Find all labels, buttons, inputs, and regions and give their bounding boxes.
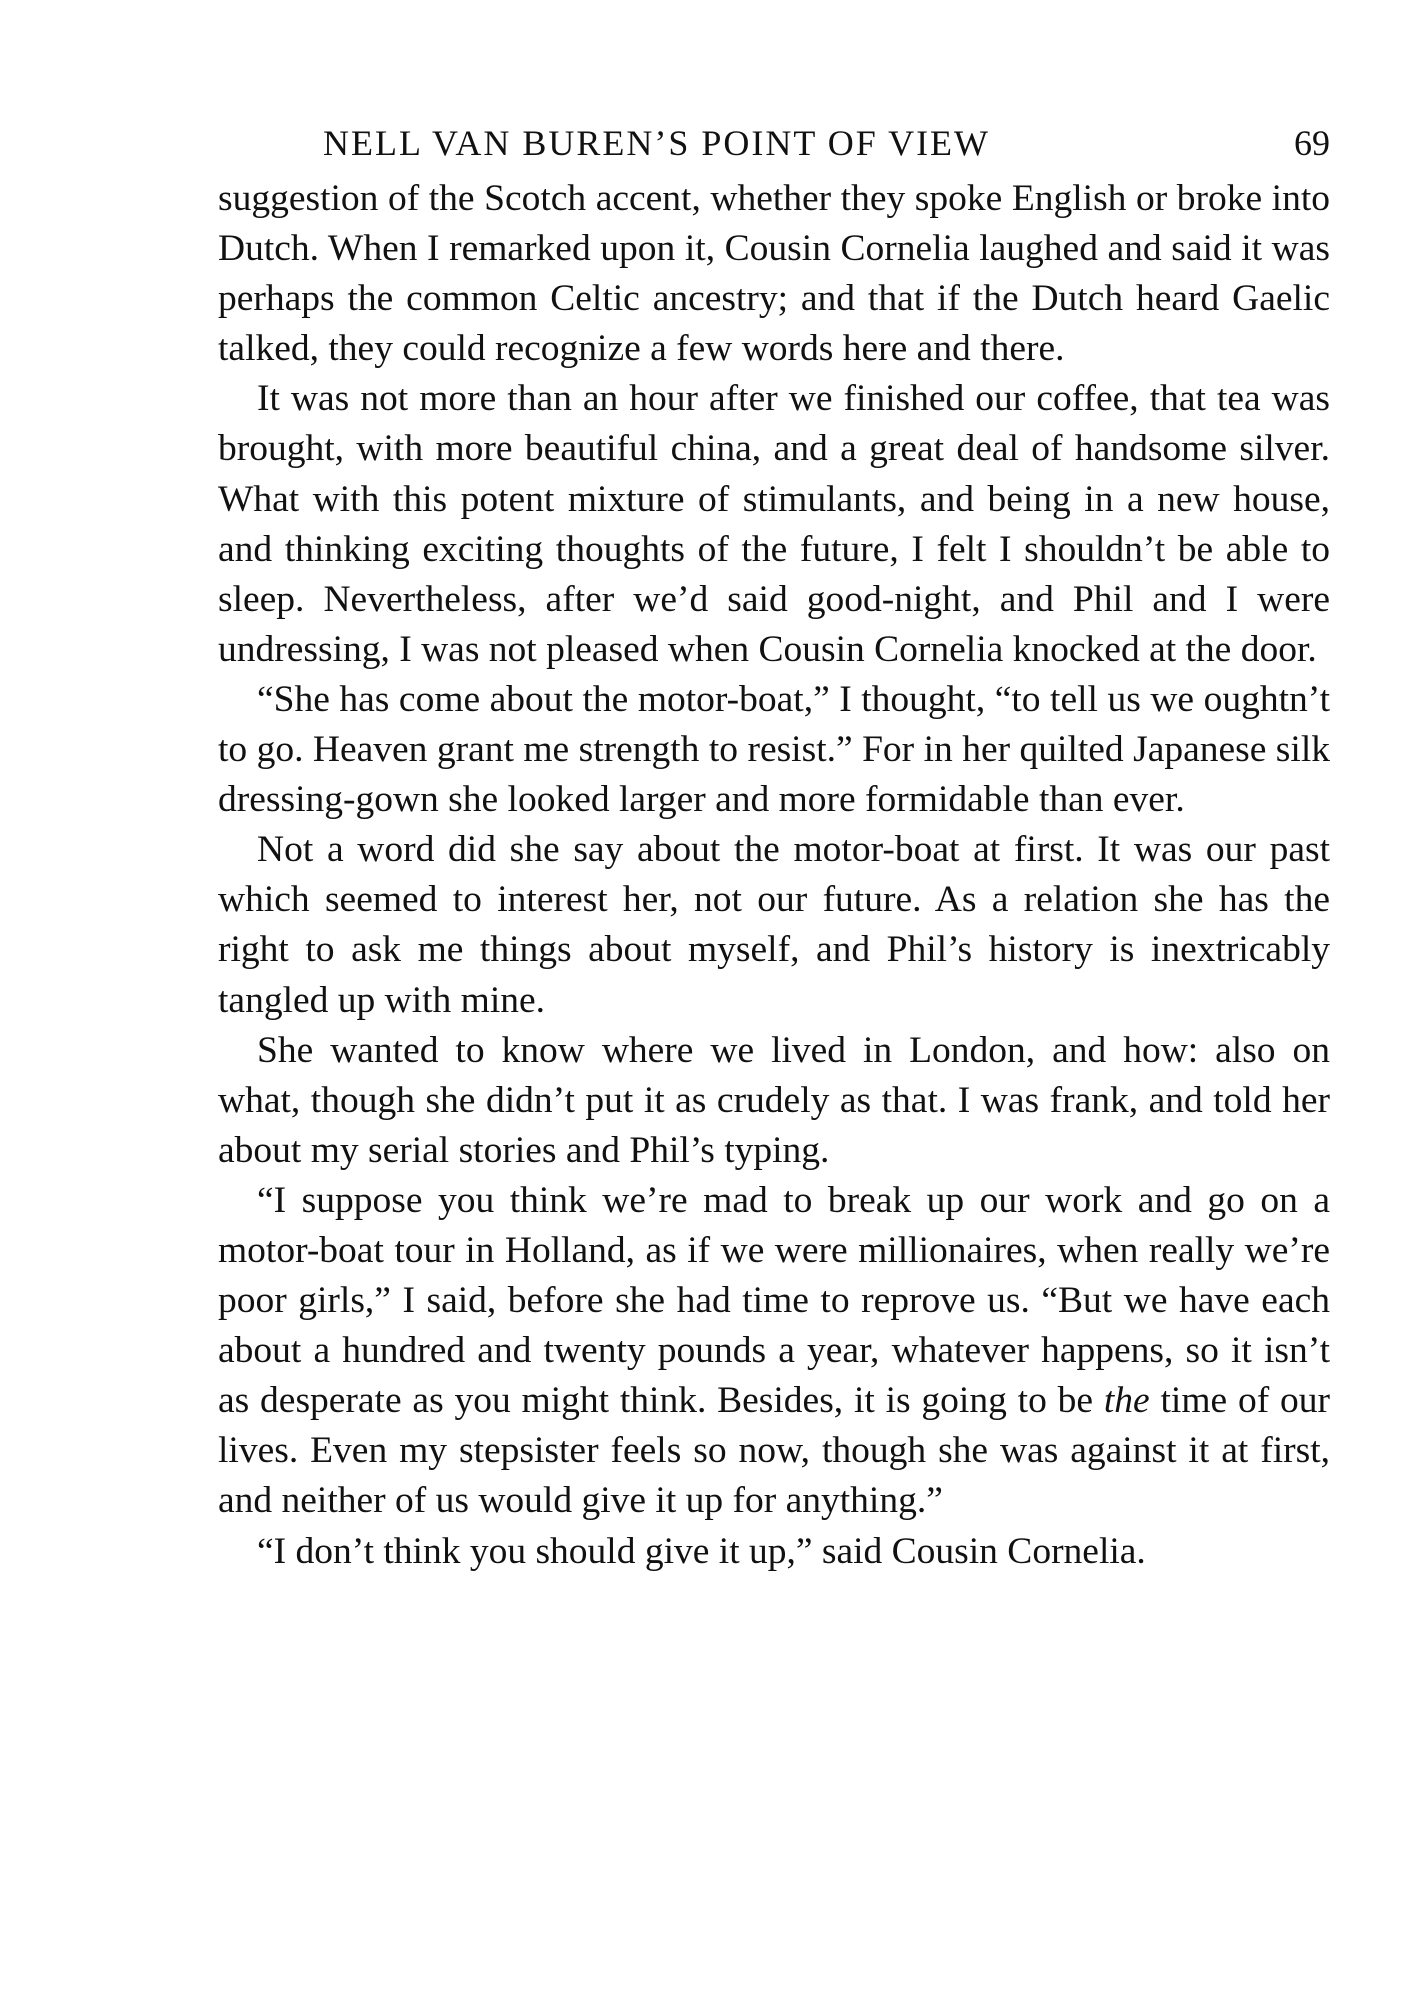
paragraph — [218, 1176, 1330, 1527]
paragraph: “She has come about the motor-boat,” I thought, “to tell us we oughtn’t to go. Heaven grant me strength to resist.” For in her quilted Japanese silk dressing-gown she looked larger and more formidable than ever. — [218, 678, 1330, 821]
emphasized-word: the — [1103, 1380, 1150, 1422]
paragraph: It was not more than an hour after we finished our coffee, that tea was brought, with more beautiful china, and a great deal of handsome silver. What with this potent mixture of stimulants, and being in a new house, and thinking exciting thoughts of the future, I felt I shouldn’t be able to sleep. Nevertheless, after we’d said good-night, and Phil and I were undressing, I was not pleased when Cousin Cornelia knocked at the door. — [218, 378, 1330, 670]
paragraph: “I don’t think you should give it up,” said Cousin Cornelia. — [257, 1530, 1146, 1572]
running-title: NELL VAN BUREN’S POINT OF VIEW — [323, 123, 991, 163]
paragraph: She wanted to know where we lived in London, and how: also on what, though she didn’t put it as crudely as that. I was frank, and told her about my serial stories and Phil’s typing. — [218, 1029, 1330, 1171]
page-number: 69 — [1294, 123, 1330, 163]
paragraph-continued: suggestion of the Scotch accent, whether they spoke English or broke into Dutch. When I remarked upon it, Cousin Cornelia laughed and said it was perhaps the common Celtic ancestry; and that if the Dutch heard Gaelic talked, they could recognize a few words here and there. — [218, 178, 1330, 370]
paragraph: Not a word did she say about the motor-boat at first. It was our past which seemed to interest her, not our future. As a relation she has the right to ask me things about myself, and Phil’s history is inextricably tangled up with mine. — [218, 829, 1330, 1021]
paragraph-text: time of our lives. Even my stepsister feels so now, though she was against it at first, and neither of us would give it up for anything.” — [218, 1380, 1330, 1522]
paragraph-text: “I suppose you think we’re mad to break up our work and go on a motor-boat tour in Holland, as if we were millionaires, when really we’re poor girls,” I said, before she had time to reprove us. “But we have each about a hundred and twenty pounds a year, whatever happens, so it isn’t as desperate as you might think. Besides, it is going to be — [218, 1179, 1330, 1422]
body-text — [218, 174, 1330, 1577]
book-page — [218, 118, 1330, 1577]
running-head — [218, 118, 1330, 174]
